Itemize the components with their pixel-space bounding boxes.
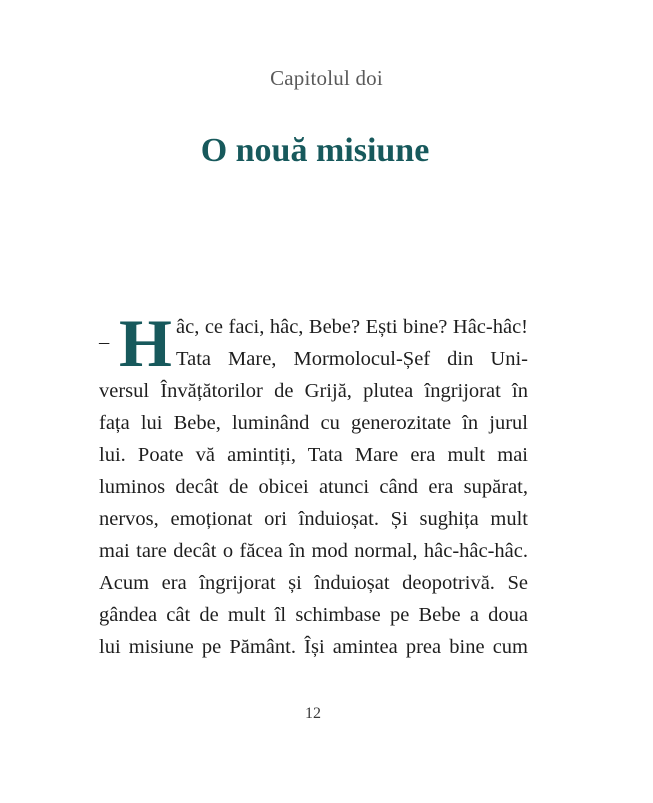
chapter-title: O nouă misiune bbox=[200, 132, 430, 169]
text-line: Tata Mare, Mormolocul-Șef din Uni- bbox=[176, 348, 528, 370]
text-line: nervos, emoționat ori înduioșat. Și sughița mult bbox=[99, 508, 528, 530]
text-line: luminos decât de obicei atunci când era supărat, bbox=[99, 476, 528, 498]
text-line: fața lui Bebe, luminând cu generozitate în jurul bbox=[99, 412, 528, 434]
text-line: mai tare decât o făcea în mod normal, hâc-hâc-hâc. bbox=[99, 540, 528, 562]
text-line: gândea cât de mult îl schimbase pe Bebe a doua bbox=[99, 604, 528, 626]
page-number: 12 bbox=[305, 705, 321, 722]
text-line: versul Învățătorilor de Grijă, plutea îngrijorat în bbox=[99, 380, 528, 402]
drop-cap: H bbox=[119, 305, 172, 381]
text-line: Acum era îngrijorat și înduioșat deopotrivă. Se bbox=[99, 572, 528, 594]
text-line: lui. Poate vă amintiți, Tata Mare era mult mai bbox=[99, 444, 528, 466]
dialogue-dash: – bbox=[99, 331, 110, 353]
text-line: lui misiune pe Pământ. Își amintea prea bine cum bbox=[99, 636, 528, 658]
text-line: âc, ce faci, hâc, Bebe? Ești bine? Hâc-hâc! bbox=[176, 316, 528, 338]
chapter-label: Capitolul doi bbox=[270, 66, 383, 90]
